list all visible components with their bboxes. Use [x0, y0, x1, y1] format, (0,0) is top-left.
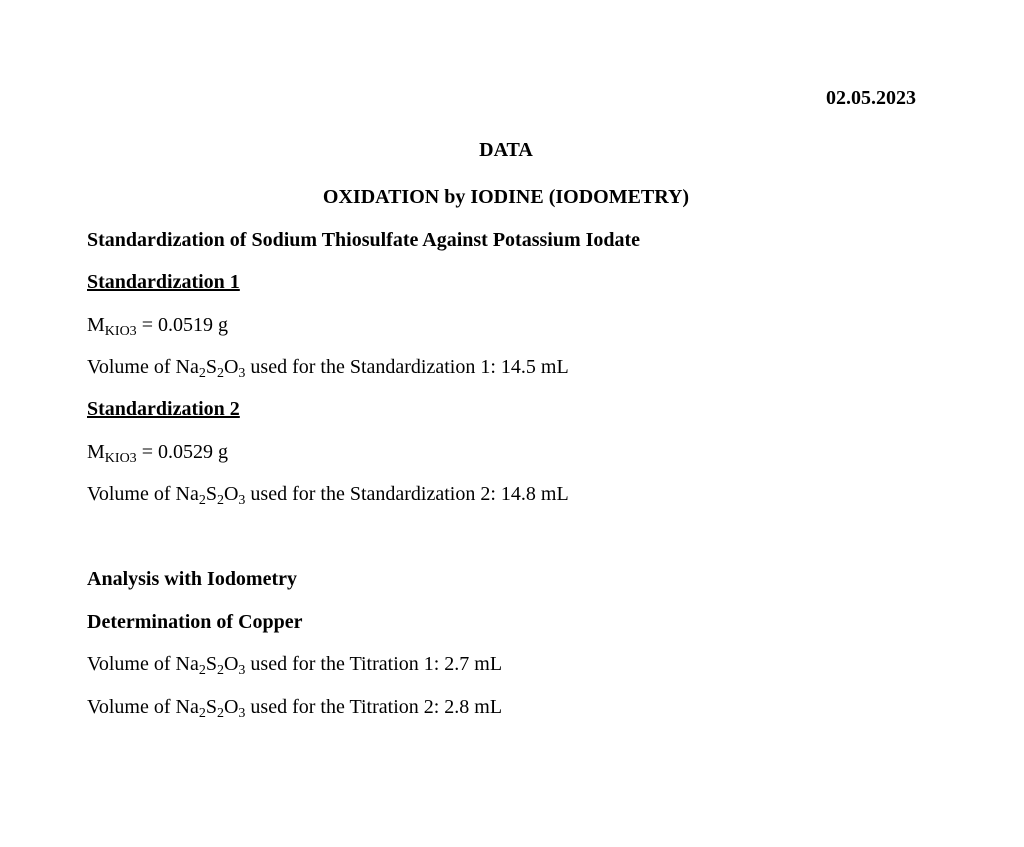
copper-heading: Determination of Copper [87, 611, 303, 633]
formula-subscript: 3 [238, 706, 246, 721]
titration-2-volume [87, 695, 502, 719]
document-subtitle: OXIDATION by IODINE (IODOMETRY) [322, 186, 690, 208]
formula-subscript: 2 [198, 706, 206, 721]
formula-subscript: 2 [198, 493, 206, 508]
formula-element: O [223, 653, 239, 675]
formula-subscript: 2 [216, 663, 224, 678]
formula-element: O [223, 696, 239, 718]
mass-symbol: M [87, 314, 105, 336]
analysis-heading: Analysis with Iodometry [87, 568, 298, 590]
formula-element: S [205, 653, 217, 675]
formula-subscript: 2 [216, 493, 224, 508]
volume-suffix: used for the Titration 1: 2.7 mL [245, 653, 503, 675]
standardization-2-mass [87, 440, 228, 464]
mass-subscript: KIO3 [104, 324, 137, 339]
mass-value: = 0.0529 g [136, 441, 228, 463]
formula-subscript: 2 [216, 706, 224, 721]
formula-element: S [205, 483, 217, 505]
mass-value: = 0.0519 g [136, 314, 228, 336]
standardization-2-volume [87, 482, 569, 506]
document-date: 02.05.2023 [826, 87, 916, 109]
volume-suffix: used for the Standardization 1: 14.5 mL [245, 356, 569, 378]
titration-1-volume [87, 652, 502, 676]
volume-prefix: Volume of Na [87, 483, 199, 505]
mass-subscript: KIO3 [104, 451, 137, 466]
formula-element: O [223, 483, 239, 505]
standardization-heading: Standardization of Sodium Thiosulfate Against Potassium Iodate [87, 229, 641, 251]
formula-subscript: 2 [216, 366, 224, 381]
standardization-2-heading: Standardization 2 [87, 398, 240, 420]
volume-suffix: used for the Titration 2: 2.8 mL [245, 696, 503, 718]
formula-subscript: 3 [238, 366, 246, 381]
volume-prefix: Volume of Na [87, 653, 199, 675]
standardization-1-volume [87, 355, 569, 379]
formula-subscript: 3 [238, 663, 246, 678]
document-title: DATA [479, 139, 533, 161]
mass-symbol: M [87, 441, 105, 463]
volume-prefix: Volume of Na [87, 696, 199, 718]
formula-element: S [205, 696, 217, 718]
standardization-1-mass [87, 313, 228, 337]
formula-subscript: 3 [238, 493, 246, 508]
formula-subscript: 2 [198, 663, 206, 678]
standardization-1-heading: Standardization 1 [87, 271, 240, 293]
volume-prefix: Volume of Na [87, 356, 199, 378]
formula-element: S [205, 356, 217, 378]
formula-subscript: 2 [198, 366, 206, 381]
volume-suffix: used for the Standardization 2: 14.8 mL [245, 483, 569, 505]
formula-element: O [223, 356, 239, 378]
